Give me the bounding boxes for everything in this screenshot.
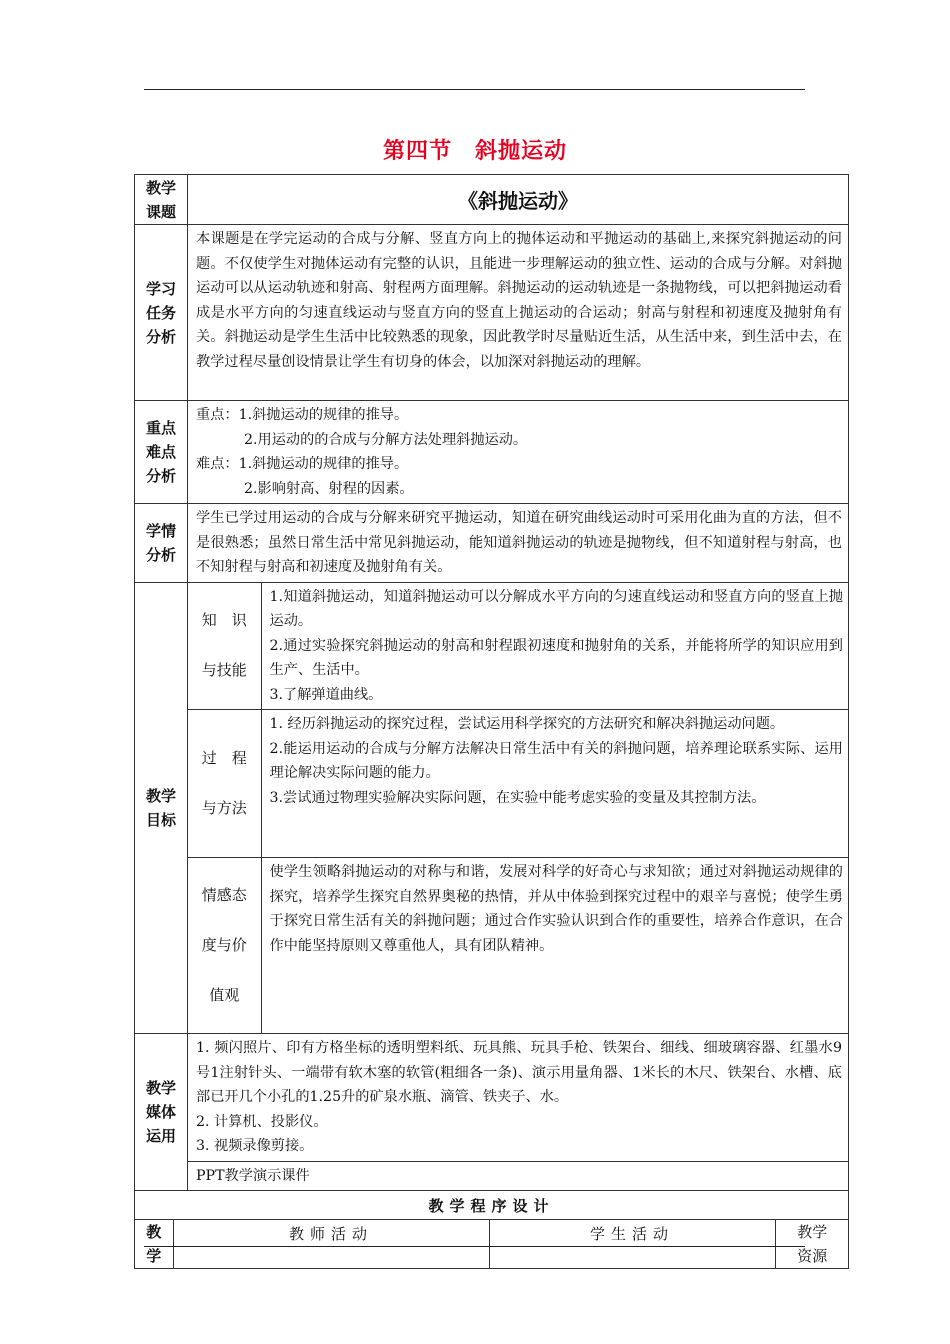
goal-text [261,710,849,858]
program-col-stage: 教 学 [135,1220,173,1268]
media-label: 教学 媒体 运用 [135,1034,188,1191]
program-heading: 教学程序设计 [135,1191,849,1220]
goal-row [188,583,849,710]
task-row [135,225,849,401]
media-line: 2. 计算机、投影仪。 [196,1113,328,1130]
media-line: 3. 视频录像剪接。 [196,1138,314,1154]
goals-row [135,582,849,1034]
goal-name-line: 情感态 [201,886,247,904]
key-line: 2.影响射高、射程的因素。 [244,480,414,497]
goal-text: 使学生领略斜抛运动的对称与和谐，发展对科学的好奇心与求知欲；通过对斜抛运动规律的探究，培养学生探究自然界奥秘的热情，并从中体验到探究过程中的艰辛与喜悦；使学生勇于探究日常生活有关的斜抛问题；通过合作实验认识到合作的重要性，培养合作意识，在合作中能坚持原则又尊重他人，具有团队精神。 [261,858,849,1034]
goals-label: 教学 目标 [135,582,188,1034]
goal-name-line: 与技能 [201,661,247,680]
goal-line: 3.尝试通过物理实验解决实际问题，在实验中能考虑实验的变量及其控制方法。 [269,789,766,806]
goals-table [188,583,849,1034]
media-ppt: PPT教学演示课件 [188,1161,848,1190]
goal-line: 3.了解弹道曲线。 [269,686,383,703]
topic-value: 《斜抛运动》 [188,175,849,225]
goal-text [261,583,849,710]
goal-row [188,858,849,1034]
program-heading-row [135,1191,849,1220]
media-text [188,1034,848,1161]
program-col-teacher: 教师活动 [173,1220,489,1268]
goal-name-line: 与方法 [201,799,247,817]
program-columns-table [135,1220,849,1268]
goal-name-line: 过 程 [201,749,247,767]
media-row [135,1034,849,1191]
goal-name-line: 度与价 [201,936,247,954]
key-line: 难点：1.斜抛运动的规律的推导。 [196,456,409,472]
topic-row [135,175,849,225]
goal-line: 1. 经历斜抛运动的探究过程，尝试运用科学探究的方法研究和解决斜抛运动问题。 [269,716,785,732]
media-cell [188,1034,849,1191]
key-text [188,401,849,504]
goal-name [188,858,261,1034]
lesson-plan-table [134,174,849,1269]
media-table [188,1034,848,1190]
program-columns-row [135,1220,849,1269]
goal-line: 2.通过实验探究斜抛运动的射高和射程跟初速度和抛射角的关系，并能将所学的知识应用到生产、生活中。 [269,637,843,678]
situation-text: 学生已学过用运动的合成与分解来研究平抛运动，知道在研究曲线运动时可采用化曲为直的方法，但不是很熟悉；虽然日常生活中常见斜抛运动，能知道斜抛运动的轨迹是抛物线，但不知道射程与射高，也不知射程与射高和初速度及抛射角有关。 [188,504,849,583]
key-line: 2.用运动的的合成与分解方法处理斜抛运动。 [244,431,528,448]
situation-row [135,504,849,583]
topic-label: 教学 课题 [135,175,188,225]
goal-line: 1.知道斜抛运动，知道斜抛运动可以分解成水平方向的匀速直线运动和竖直方向的竖直上抛运动。 [269,588,843,629]
page-title: 第四节 斜抛运动 [382,139,567,164]
media-line: 1. 频闪照片、印有方格坐标的透明塑料纸、玩具熊、玩具手枪、铁架台、细线、细玻璃容器、红墨水9号1注射针头、一端带有软木塞的软管(粗细各一条)、演示用量角器、1米长的木尺、铁架台、水槽、底部已开几个小孔的1.25升的矿泉水瓶、滴管、铁夹子、水。 [196,1040,842,1105]
media-ppt-row [188,1161,848,1190]
footer-rule [144,1246,805,1247]
goal-line: 2.能运用运动的合成与分解方法解决日常生活中有关的斜抛问题，培养理论联系实际、运用理论解决实际问题的能力。 [269,740,843,781]
program-col-student: 学生活动 [489,1220,775,1268]
program-col-resource: 教学 资源 [775,1220,849,1268]
header-rule [144,89,805,90]
situation-label: 学情 分析 [135,504,188,583]
goal-name-line: 值观 [209,986,240,1004]
program-columns-cell [135,1220,849,1269]
task-label: 学习 任务 分析 [135,225,188,401]
key-row [135,401,849,504]
goal-name-line: 知 识 [201,611,247,630]
media-list-row [188,1034,848,1161]
goal-name [188,583,261,710]
goals-cell [188,582,849,1034]
key-line: 重点：1.斜抛运动的规律的推导。 [196,407,409,423]
goal-row [188,710,849,858]
key-label: 重点 难点 分析 [135,401,188,504]
goal-name [188,710,261,858]
task-text: 本课题是在学完运动的合成与分解、竖直方向上的抛体运动和平抛运动的基础上,来探究斜抛运动的问题。不仅使学生对抛体运动有完整的认识，且能进一步理解运动的独立性、运动的合成与分解。对斜抛运动可以从运动轨迹和射高、射程两方面理解。斜抛运动的运动轨迹是一条抛物线，可以把斜抛运动看成是水平方向的匀速直线运动与竖直方向的竖直上抛运动的合运动；射高与射程和初速度及抛射角有关。斜抛运动是学生生活中比较熟悉的现象，因此教学时尽量贴近生活，从生活中来，到生活中去，在教学过程尽量创设情景让学生有切身的体会，以加深对斜抛运动的理解。 [188,225,849,401]
